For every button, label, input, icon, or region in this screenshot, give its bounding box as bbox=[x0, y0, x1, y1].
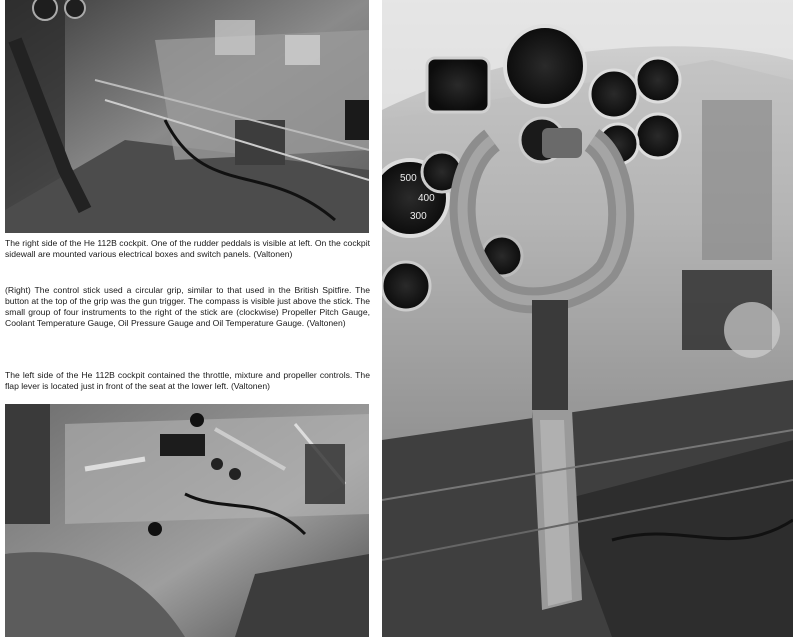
lower-left-gauge bbox=[382, 262, 430, 310]
control-stick-photo bbox=[382, 0, 793, 637]
oil-pressure-gauge bbox=[636, 114, 680, 158]
cockpit-left-side-photo bbox=[5, 404, 369, 637]
upper-small-gauge bbox=[427, 58, 489, 112]
cockpit-right-side-photo bbox=[5, 0, 369, 233]
caption-control-stick: (Right) The control stick used a circular grip, similar to that used in the British Spitfire. The button at the top of the grip was the gun trigger. The compass is visible just above the stick. The small group of four instruments to the right of the stick are (clockwise) Propeller Pitch Gauge, Coolant Temperature Gauge, Oil Pressure Gauge and Oil Temperature Gauge. (Valtonen) bbox=[5, 285, 370, 328]
airspeed-label-300: 300 bbox=[410, 211, 427, 222]
coolant-temperature-gauge bbox=[636, 58, 680, 102]
caption-cockpit-right-side: The right side of the He 112B cockpit. One of the rudder peddals is visible at left. On the cockpit sidewall are mounted various electrical boxes and switch panels. (Valtonen) bbox=[5, 238, 370, 259]
altimeter-gauge bbox=[505, 26, 585, 106]
caption-cockpit-left-side: The left side of the He 112B cockpit contained the throttle, mixture and propeller controls. The flap lever is located just in front of the seat at the lower left. (Valtonen) bbox=[5, 370, 370, 391]
propeller-pitch-gauge bbox=[590, 70, 638, 118]
airspeed-label-400: 400 bbox=[418, 193, 435, 204]
airspeed-label-500: 500 bbox=[400, 173, 417, 184]
